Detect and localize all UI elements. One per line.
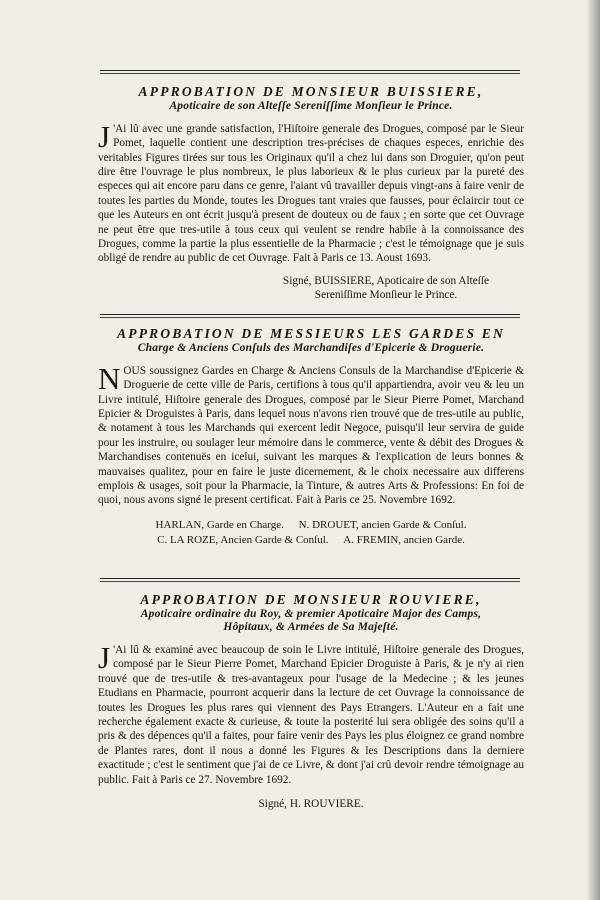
body-text: OUS soussignez Gardes en Charge & Anciens Consuls de la Marchandise d'Epicerie & Droguerie de cette ville de Paris, certifions à tous qu'il appartiendra, avoir veu & leu un Livre intitulé, Hiſtoire generale des Drogues, composé par le Sieur Pierre Pomet, Marchand Epicier & Droguistes à Paris, dans lequel nous n'avons rien trouvé que de tres-utile au public, & notament à tous les Marchands qui exercent ledit Negoce, puisqu'il leur servira de guide pour les instruire, ou soulager leur mémoire dans le commerce, vente & débit des Drogues & Marchandises contenuës en icelui, suivant les marques & l'explication de leurs bonnes & mauvaises qualitez, pour en faire le juste dicernement, & le choix necessaire aux differens emplois & usages, soit pour la Pharmacie, la Tinture, & autres Arts & Professions: En foi de quoi, nous avons signé le present certificat. Fait à Paris ce 25. Novembre 1692. (98, 364, 524, 507)
title-line-2: Charge & Anciens Conſuls des Marchandiſes d'Epicerie & Droguerie. (137, 341, 485, 354)
signatory-4: A. FREMIN, ancien Garde. (343, 533, 465, 546)
section-body (98, 118, 524, 266)
section-title (98, 84, 524, 113)
section-body (98, 360, 524, 508)
page-edge-shadow (586, 0, 600, 900)
section-body (98, 639, 524, 787)
drop-capital: N (98, 360, 121, 396)
title-line-3: Hôpitaux, & Armées de Sa Majeſté. (223, 620, 399, 633)
signature: Signé, H. ROUVIERE. (258, 798, 364, 811)
title-line-1: APPROBATION DE MONSIEUR BUISSIERE, (138, 84, 484, 99)
title-line-1: APPROBATION DE MESSIEURS LES GARDES EN (117, 326, 505, 341)
drop-capital: J (98, 118, 111, 154)
drop-capital: J (98, 639, 111, 675)
body-text: 'Ai lû & examiné avec beaucoup de soin le Livre intitulé, Hiſtoire generale des Drogues, composé par le Sieur Pierre Pomet, Marchand Epicier Droguiste à Paris, & je n'y ai rien trouvé que de tres-utile & tres-avantageux pour l'usage de la Medecine ; & les jeunes Etudians en Pharmacie, pourront acquerir dans la lecture de cet Ouvrage la connoissance de toutes les Drogues les plus rares qui viennent des Pays Etrangers. L'Auteur en a fait une recherche également exacte & curieuse, & toute la posterité lui sera obligée des soins qu'il a pris & des dépences qu'il a faites, pour faire venir des Pays les plus éloignez ce grand nombre de Plantes rares, dont il nous a donné les Figures & les Descriptions dans la derniere exactitude ; c'est le sentiment que j'ai de ce Livre, & dont j'ai crû devoir rendre témoignage au public. Fait à Paris ce 27. Novembre 1692. (98, 643, 524, 786)
signature-line-2: Sereniſſime Monſieur le Prince. (314, 289, 458, 302)
body-text: 'Ai lû avec une grande satisfaction, l'Hiſtoire generale des Drogues, composé par le Sieur Pomet, laquelle contient une description tres-précises de chaques especes, enrichie des veritables Figures tirées sur tous les Originaux qu'il a chez lui dans son Droguier, qu'on peut dire être l'ouvrage le plus nombreux, le plus laborieux & le plus curieux par la pureté des especes qui ait encore paru dans ce genre, l'aiant vû travailler depuis vingt-ans à faire venir de toutes les parties du Monde, toutes les Drogues tant vraies que fausses, pour éclaircir tout ce que les Auteurs en ont écrit jusqu'à present de douteux ou de faux ; en sorte que cet Ouvrage ne peut être que tres-utile à tous ceux qui veulent se rendre habile à la connoissance des Drogues, comme la partie la plus essentielle de la Pharmacie ; c'est le témoignage que je suis obligé de rendre au public de cet Ouvrage. Fait à Paris ce 13. Aoust 1693. (98, 122, 524, 265)
approbation-rouviere (98, 592, 524, 811)
title-line-2: Apoticaire de son Alteſſe Sereniſſime Monſieur le Prince. (169, 99, 453, 112)
signature-line-1: Signé, BUISSIERE, Apoticaire de son Alteſſe (282, 274, 490, 287)
section-title (98, 592, 524, 634)
divider-rule-2 (100, 578, 520, 579)
signatory-1: HARLAN, Garde en Charge. (155, 518, 284, 531)
section-title (98, 326, 524, 355)
top-rule (100, 70, 520, 71)
signatory-3: C. LA ROZE, Ancien Garde & Conſul. (157, 533, 329, 546)
title-line-2: Apoticaire ordinaire du Roy, & premier Apoticaire Major des Camps, (140, 607, 482, 620)
title-line-1: APPROBATION DE MONSIEUR ROUVIERE, (140, 592, 482, 607)
approbation-gardes (98, 326, 524, 548)
signatories (98, 518, 524, 548)
approbation-buissiere (98, 84, 524, 303)
divider-rule-1 (100, 314, 520, 315)
signatory-2: N. DROUET, ancien Garde & Conſul. (298, 518, 467, 531)
